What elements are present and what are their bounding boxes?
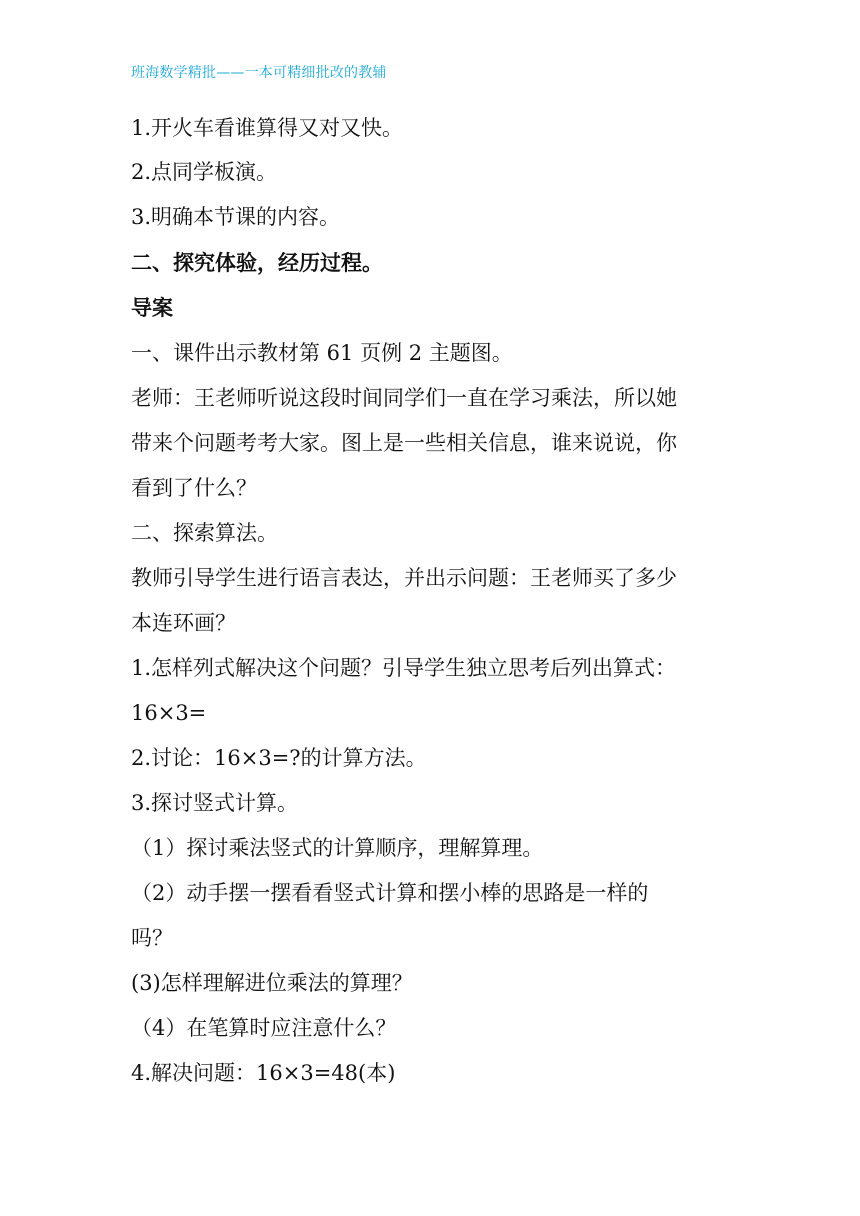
text-line: 带来个问题考考大家。图上是一些相关信息，谁来说说，你: [131, 431, 677, 455]
text-line: （1）探讨乘法竖式的计算顺序，理解算理。: [131, 836, 544, 860]
text-line: 吗？: [131, 926, 173, 950]
text-line: (3)怎样理解进位乘法的算理？: [131, 971, 413, 995]
text-line: 教师引导学生进行语言表达，并出示问题：王老师买了多少: [131, 566, 677, 590]
text-line: 二、探索算法。: [131, 521, 278, 545]
section-heading: 导案: [131, 296, 173, 320]
text-line: （2）动手摆一摆看看竖式计算和摆小棒的思路是一样的: [131, 881, 649, 905]
text-line: 16×3=: [131, 701, 207, 725]
text-line: 3.探讨竖式计算。: [131, 791, 299, 815]
text-line: 1.怎样列式解决这个问题？引导学生独立思考后列出算式：: [131, 656, 677, 680]
text-line: 4.解决问题：16×3=48(本): [131, 1061, 396, 1085]
page-header: 班海数学精批——一本可精细批改的教辅: [131, 65, 387, 81]
text-line: 老师：王老师听说这段时间同学们一直在学习乘法，所以她: [131, 386, 677, 410]
text-line: 1.开火车看谁算得又对又快。: [131, 116, 404, 140]
text-line: 2.讨论：16×3=?的计算方法。: [131, 746, 427, 770]
text-line: 3.明确本节课的内容。: [131, 205, 341, 229]
text-line: （4）在笔算时应注意什么？: [131, 1016, 397, 1040]
section-heading: 二、探究体验，经历过程。: [131, 251, 383, 275]
text-line: 2.点同学板演。: [131, 160, 278, 184]
text-line: 一、课件出示教材第 61 页例 2 主题图。: [131, 341, 513, 365]
text-line: 本连环画？: [131, 611, 236, 635]
text-line: 看到了什么？: [131, 476, 257, 500]
